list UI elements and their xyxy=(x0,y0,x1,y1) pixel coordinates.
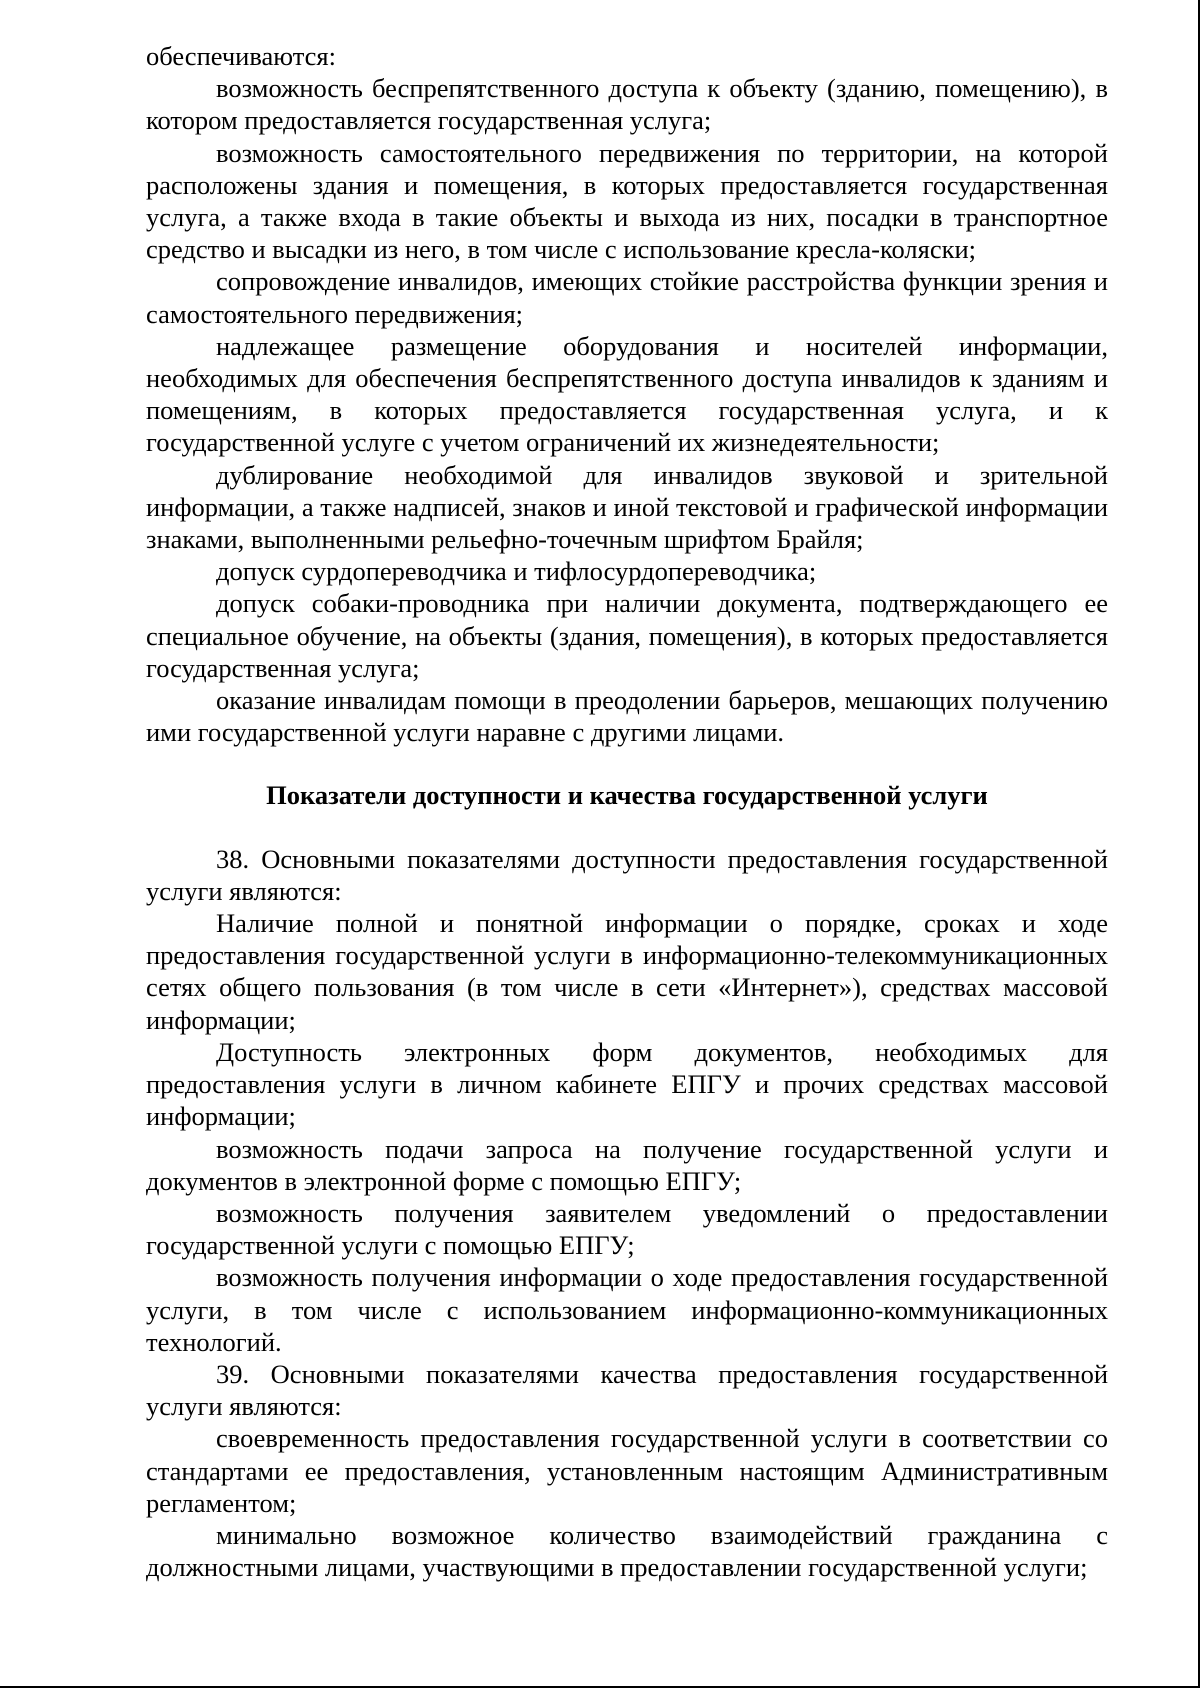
paragraph: Наличие полной и понятной информации о порядке, сроках и ходе предоставления государственной услуги в информационно-телекоммуникационных сетях общего пользования (в том числе в сети «Интернет»), средствах массовой информации; xyxy=(146,908,1108,1035)
paragraph: допуск сурдопереводчика и тифлосурдопереводчика; xyxy=(216,556,817,587)
paragraph: обеспечиваются: xyxy=(146,41,336,71)
document-body xyxy=(146,40,1108,1583)
scan-edge-bottom xyxy=(0,1686,1200,1688)
paragraph: своевременность предоставления государственной услуги в соответствии со стандартами ее предоставления, установленным настоящим Административным регламентом; xyxy=(146,1423,1108,1518)
paragraph: возможность беспрепятственного доступа к объекту (зданию, помещению), в котором предоставляется государственная услуга; xyxy=(146,73,1108,136)
paragraph: Доступность электронных форм документов, необходимых для предоставления услуги в личном кабинете ЕПГУ и прочих средствах массовой информации; xyxy=(146,1036,1108,1132)
paragraph: дублирование необходимой для инвалидов звуковой и зрительной информации, а также надписей, знаков и иной текстовой и графической информации знаками, выполненными рельефно-точечным шрифтом Брайля; xyxy=(146,459,1108,555)
paragraph: возможность получения заявителем уведомлений о предоставлении государственной услуги с помощью ЕПГУ; xyxy=(146,1197,1108,1261)
paragraph: возможность подачи запроса на получение государственной услуги и документов в электронной форме с помощью ЕПГУ; xyxy=(146,1133,1108,1196)
paragraph: минимально возможное количество взаимодействий гражданина с должностными лицами, участвующими в предоставлении государственной услуги; xyxy=(146,1519,1108,1583)
paragraph: надлежащее размещение оборудования и носителей информации, необходимых для обеспечения беспрепятственного доступа инвалидов к зданиям и помещениям, в которых предоставляется государственная услуга, и к государственной услуге с учетом ограничений их жизнедеятельности; xyxy=(146,330,1108,458)
paragraph: сопровождение инвалидов, имеющих стойкие расстройства функции зрения и самостоятельного передвижения; xyxy=(146,266,1108,329)
paragraph: возможность получения информации о ходе предоставления государственной услуги, в том числе с использованием информационно-коммуникационных технологий. xyxy=(146,1262,1108,1357)
paragraph: оказание инвалидам помощи в преодолении барьеров, мешающих получению ими государственной услуги наравне с другими лицами. xyxy=(146,685,1108,748)
paragraph: 38. Основными показателями доступности предоставления государственной услуги являются: xyxy=(146,843,1108,906)
paragraph: возможность самостоятельного передвижения по территории, на которой расположены здания и помещения, в которых предоставляется государственная услуга, а также входа в такие объекты и выхода из них, посадки в транспортное средство и высадки из него, в том числе с использование кресла-коляски; xyxy=(146,137,1108,265)
section-heading: Показатели доступности и качества государственной услуги xyxy=(266,780,988,811)
paragraph: допуск собаки-проводника при наличии документа, подтверждающего ее специальное обучение, на объекты (здания, помещения), в которых предоставляется государственная услуга; xyxy=(146,588,1108,683)
paragraph: 39. Основными показателями качества предоставления государственной услуги являются: xyxy=(146,1358,1108,1422)
